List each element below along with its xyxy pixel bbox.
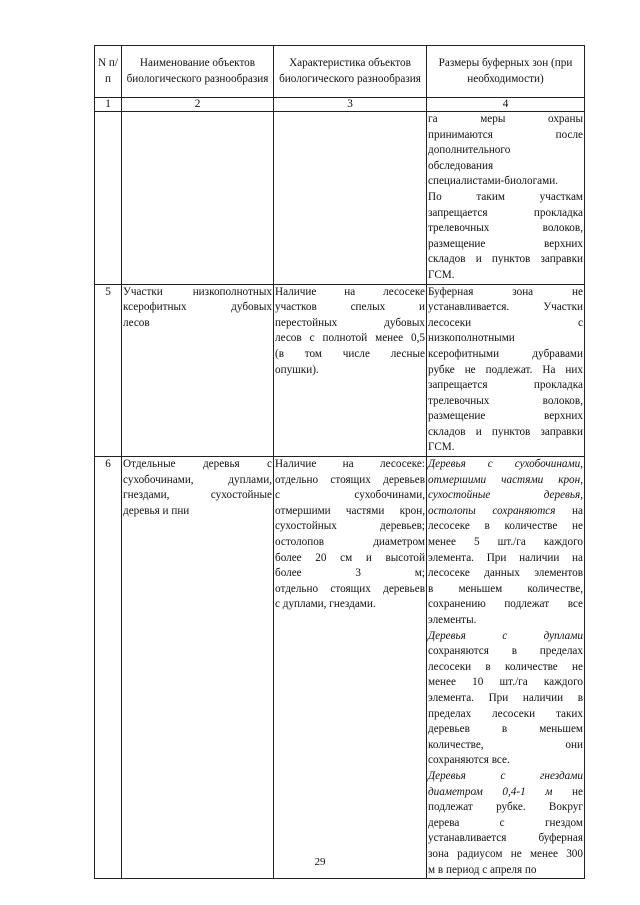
- text-line: низкополнотными: [428, 332, 515, 345]
- italic-text: диаметром 0,4-1 м: [428, 785, 553, 798]
- text-line: складов и пунктов заправки: [428, 253, 583, 266]
- text-line: запрещается прокладка: [428, 206, 583, 219]
- text-line: Участки низкополнотных: [123, 285, 272, 298]
- row6-buffer-zone: [427, 457, 585, 879]
- text-line: Наличие на лесосеке: [275, 285, 425, 298]
- text-line: Деревья с дуплами: [428, 629, 583, 642]
- text-line: элемента. При наличии на: [428, 551, 583, 564]
- column-number-row: [95, 98, 585, 112]
- cell-characteristic-empty: [274, 112, 427, 285]
- text-line: ГСМ.: [428, 268, 455, 281]
- text-line: отмершими частями крон,: [428, 473, 583, 486]
- text-line: элементы.: [428, 614, 477, 626]
- text-line: устанавливается буферная: [428, 832, 583, 845]
- col-number-4: 4: [427, 98, 585, 112]
- text-line: в меньшем количестве,: [428, 582, 583, 595]
- text-line: количестве, они: [428, 738, 583, 751]
- text-line: обследования: [428, 159, 494, 172]
- text-line: складов и пунктов заправки: [428, 425, 583, 438]
- header-object-name: Наименование объектов биологического разнообразия: [122, 46, 274, 98]
- text-line: более 3 м;: [275, 567, 425, 580]
- text-line: м в период с апреля по: [428, 863, 537, 876]
- text-line: сухобочинами, дуплами,: [123, 473, 272, 486]
- italic-text: остолопы сохраняются: [428, 504, 556, 517]
- text-line: более 20 см и высотой: [275, 551, 425, 564]
- text-line: По таким участкам: [428, 190, 583, 203]
- text-line: перестойных дубовых: [275, 316, 425, 329]
- text-line: деревьев в меньшем: [428, 723, 583, 736]
- text-line: с дуплами, гнездами.: [275, 598, 376, 611]
- row5-characteristic: [274, 284, 427, 457]
- row5-number: 5: [95, 284, 122, 457]
- header-number: N п/п: [95, 46, 122, 98]
- document-page: [94, 45, 584, 879]
- row6-object-name: [122, 457, 274, 879]
- row6-number: 6: [95, 457, 122, 879]
- header-object-characteristic: Характеристика объектов биологического разнообразия: [274, 46, 427, 98]
- table-row-6: [95, 457, 585, 879]
- text-line: (в том числе лесные: [275, 347, 425, 360]
- text-line: сохраняются в пределах: [428, 645, 583, 658]
- text-line: Буферная зона не: [428, 285, 583, 298]
- text-line: пределах лесосеки таких: [428, 707, 583, 720]
- cell-name-empty: [122, 112, 274, 285]
- text-line: [428, 785, 583, 801]
- cell-buffer-zone-continued: [427, 112, 585, 285]
- text-line: с сухобочинами,: [275, 489, 425, 502]
- table-row-5: [95, 284, 585, 457]
- text-line: лесосеке в количестве не: [428, 520, 583, 533]
- text-line: Деревья с сухобочинами,: [428, 458, 583, 471]
- text-line: опушки).: [275, 363, 319, 376]
- text-line: сохранению подлежат все: [428, 598, 583, 611]
- table-header-row: [95, 46, 585, 98]
- row5-object-name: [122, 284, 274, 457]
- text-line: участков спелых и: [275, 301, 425, 314]
- row5-buffer-zone: [427, 284, 585, 457]
- text-line: остолопов диаметром: [275, 536, 425, 549]
- text-line: Наличие на лесосеке:: [275, 458, 425, 471]
- text-line: зона радиусом не менее 300: [428, 847, 583, 860]
- col-number-3: 3: [274, 98, 427, 112]
- text-line: дополнительного: [428, 144, 511, 157]
- row6-characteristic: [274, 457, 427, 879]
- text-line: рубке не подлежат. На них: [428, 363, 583, 376]
- text-line: подлежат рубке. Вокруг: [428, 801, 583, 814]
- text-line: гнездами, сухостойные: [123, 489, 272, 502]
- text-line: [428, 504, 583, 520]
- text-line: дерева с гнездом: [428, 816, 583, 829]
- biodiversity-table: [94, 45, 585, 879]
- text-line: принимаются после: [428, 128, 583, 141]
- normal-text: не: [552, 785, 583, 798]
- text-line: ГСМ.: [428, 441, 455, 454]
- text-line: трелевочных волоков,: [428, 394, 583, 407]
- table-row-continued: [95, 112, 585, 285]
- text-line: размещение верхних: [428, 237, 583, 250]
- text-line: запрещается прокладка: [428, 379, 583, 392]
- text-line: отдельно стоящих деревьев: [275, 473, 425, 486]
- text-line: деревья и пни: [123, 504, 190, 517]
- col-number-2: 2: [122, 98, 274, 112]
- text-line: сухостойные деревья,: [428, 489, 583, 502]
- text-line: трелевочных волоков,: [428, 222, 583, 235]
- text-line: специалистами-биологами.: [428, 175, 558, 188]
- text-line: ксерофитными дубравами: [428, 347, 583, 360]
- col-number-1: 1: [95, 98, 122, 112]
- text-line: менее 5 шт./га каждого: [428, 536, 583, 549]
- normal-text: на: [555, 504, 583, 517]
- text-line: отдельно стоящих деревьев: [275, 582, 425, 595]
- page-number: 29: [314, 856, 326, 868]
- text-line: лесов с полнотой менее 0,5: [275, 332, 425, 345]
- text-line: ксерофитных дубовых: [123, 301, 272, 314]
- text-line: сохраняются все.: [428, 754, 510, 767]
- text-line: сухостойных деревьев;: [275, 520, 425, 533]
- text-line: Отдельные деревья с: [123, 458, 272, 471]
- text-line: га меры охраны: [428, 113, 583, 125]
- text-line: Деревья с гнездами: [428, 769, 583, 782]
- header-buffer-zone: Размеры буферных зон (при необходимости): [427, 46, 585, 98]
- text-line: отмершими частями крон,: [275, 504, 425, 517]
- cell-number-empty: [95, 112, 122, 285]
- text-line: лесосеки с: [428, 316, 583, 329]
- text-line: менее 10 шт./га каждого: [428, 676, 583, 689]
- text-line: лесосеки в количестве не: [428, 660, 583, 673]
- text-line: лесов: [123, 316, 150, 329]
- text-line: лесосеке данных элементов: [428, 567, 583, 580]
- text-line: элемента. При наличии в: [428, 691, 583, 704]
- text-line: устанавливается. Участки: [428, 301, 583, 314]
- text-line: размещение верхних: [428, 410, 583, 423]
